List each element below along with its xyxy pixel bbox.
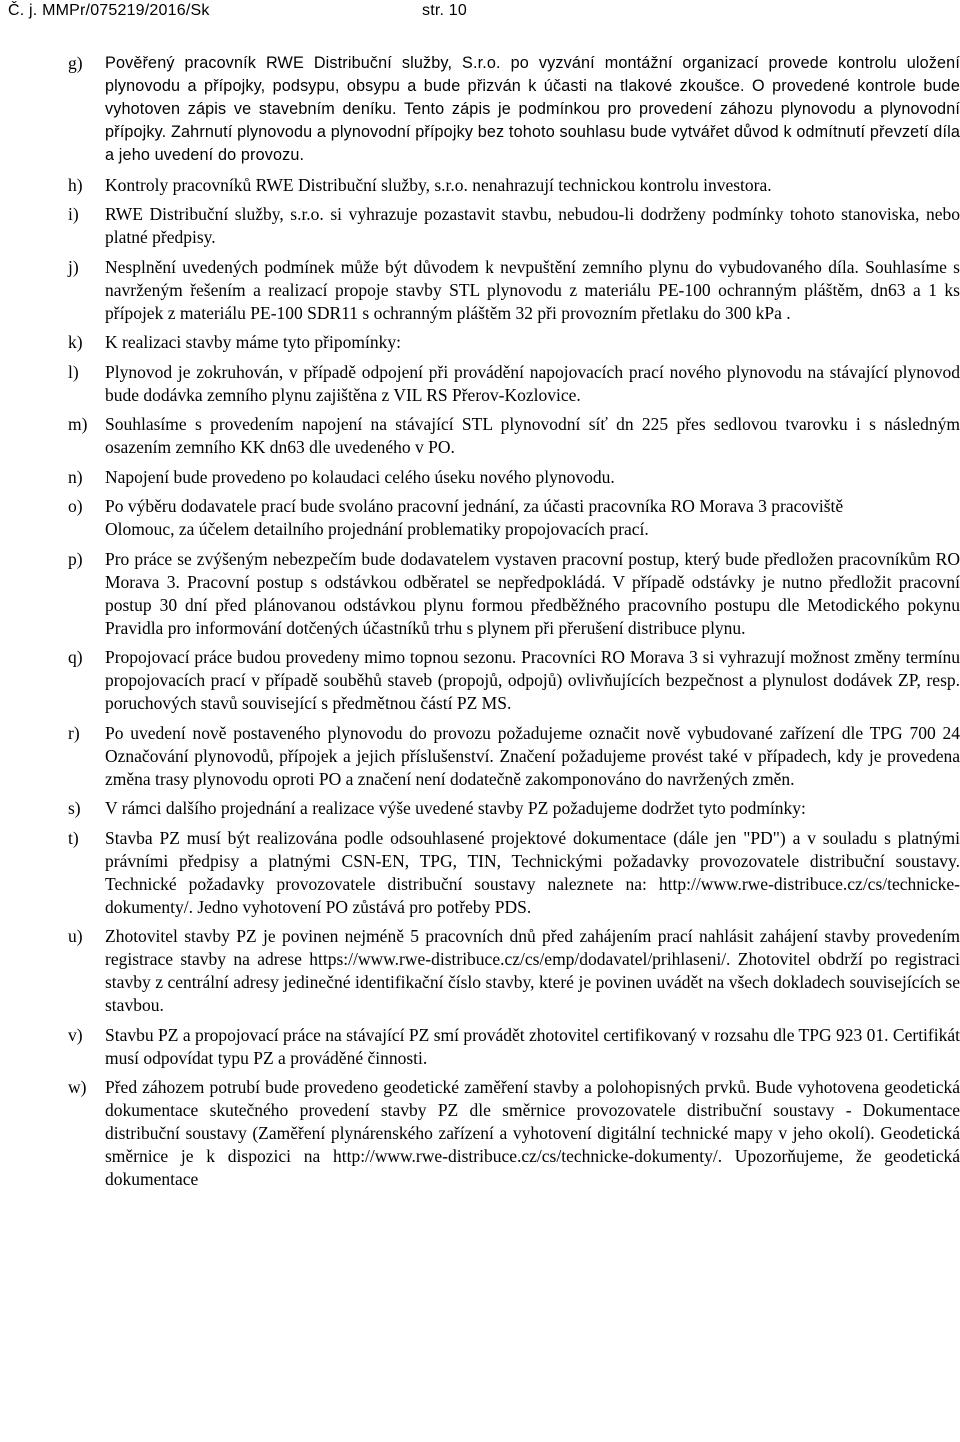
item-label: m) — [68, 414, 88, 434]
item-label: g) — [68, 53, 83, 73]
item-text: Stavbu PZ a propojovací práce na stávající PZ smí provádět zhotovitel certifikovaný v rozsahu dle TPG 923 01. Certifikát musí odpovídat typu PZ a prováděné činnosti. — [105, 1024, 960, 1068]
item-text: Propojovací práce budou provedeny mimo topnou sezonu. Pracovníci RO Morava 3 si vyhrazují možnost změny termínu propojovacích prací v případě souběhů staveb (propojů, odpojů) ovlivňujících bezpečnost a plynulost dodávek ZP, resp. poruchových stavů související s předmětnou částí PZ MS. — [105, 647, 960, 713]
list-item — [68, 174, 960, 197]
list-item — [68, 495, 960, 541]
item-text: Olomouc, za účelem detailního projednání problematiky propojovacích prací. — [105, 519, 649, 539]
item-text: Po uvedení nově postaveného plynovodu do provozu požadujeme označit nově vybudované zařízení dle TPG 700 24 Označování plynovodů, přípojek a jejich příslušenství. Značení požadujeme provést také v případech, kdy je provedena změna trasy plynovodu oproti PO a značení není dodatečně zakomponováno do navržených změn. — [105, 722, 960, 789]
item-label: o) — [68, 496, 83, 516]
list-item — [68, 413, 960, 459]
item-label: h) — [68, 174, 83, 195]
item-text: K realizaci stavby máme tyto připomínky: — [105, 332, 401, 352]
item-text: Napojení bude provedeno po kolaudaci celého úseku nového plynovodu. — [105, 466, 615, 487]
page-number: str. 10 — [422, 2, 467, 19]
list-item — [68, 361, 960, 407]
item-text: Pro práce se zvýšeným nebezpečím bude dodavatelem vystaven pracovní postup, který bude předložen pracovníkům RO Morava 3. Pracovní postup s odstávkou odběratel se nepředpokládá. V případě odstávky je nutno předložit pracovní postup 30 dní před plánovanou odstávkou plynu formou předběžného pracovního postupu dle Metodického pokynu Pravidla pro informování dotčených účastníků trhu s plynem při přerušení distribuce plynu. — [105, 548, 960, 638]
item-label: r) — [68, 722, 80, 743]
list-item — [68, 331, 960, 354]
item-text: Nesplnění uvedených podmínek může být důvodem k nevpuštění zemního plynu do vybudovaného díla. Souhlasíme s navrženým řešením a realizací propoje stavby STL plynovodu z materiálu PE-100 ochranným pláštěm, dn63 a 1 ks přípojek z materiálu PE-100 SDR11 s ochranným pláštěm 32 při provozním přetlaku do 300 kPa . — [105, 256, 960, 323]
item-label: q) — [68, 647, 83, 667]
item-label: i) — [68, 204, 79, 224]
item-label: l) — [68, 361, 79, 382]
item-label: u) — [68, 926, 83, 946]
list-item — [68, 925, 960, 1017]
list-item — [68, 722, 960, 791]
item-text: Kontroly pracovníků RWE Distribuční služby, s.r.o. nenahrazují technickou kontrolu investora. — [105, 174, 772, 195]
item-text: Pověřený pracovník RWE Distribuční služby, S.r.o. po vyzvání montážní organizací provede kontrolu uložení plynovodu a přípojky, podsypu, obsypu a bude přizván k účasti na tlakové zkoušce. O provedené kontrole bude vyhotoven zápis ve stavebním deníku. Tento zápis je podmínkou pro provedení záhozu plynovodu a plynovodní přípojky. Zahrnutí plynovodu a plynovodní přípojky bez tohoto souhlasu bude vytvářet důvod k odmítnutí převzetí díla a jeho uvedení do provozu. — [105, 54, 960, 164]
item-text: Plynovod je zokruhován, v případě odpojení při provádění napojovacích prací nového plynovodu na stávající plynovod bude dodávka zemního plynu zajištěna z VIL RS Přerov-Kozlovice. — [105, 361, 960, 405]
page-header — [8, 2, 467, 24]
item-text: Stavba PZ musí být realizována podle odsouhlasené projektové dokumentace (dále jen "PD") a v souladu s platnými právními předpisy a platnými CSN-EN, TPG, TIN, Technickými požadavky provozovatele distribuční soustavy. Technické požadavky provozovatele distribuční soustavy naleznete na: http://www.rwe-distribuce.cz/cs/technicke-dokumenty/. Jedno vyhotovení PO zůstává pro potřeby PDS. — [105, 827, 960, 917]
item-label: j) — [68, 256, 79, 277]
item-text: V rámci dalšího projednání a realizace výše uvedené stavby PZ požadujeme dodržet tyto podmínky: — [105, 798, 806, 818]
item-label: t) — [68, 827, 79, 848]
list-item — [68, 797, 960, 820]
item-label: n) — [68, 466, 83, 487]
list-item — [68, 203, 960, 249]
item-label: p) — [68, 548, 83, 569]
list-item — [68, 548, 960, 640]
list-item — [68, 827, 960, 919]
conditions-list — [68, 52, 960, 1198]
item-label: w) — [68, 1077, 87, 1097]
item-text: RWE Distribuční služby, s.r.o. si vyhrazuje pozastavit stavbu, nebudou-li dodrženy podmínky tohoto stanoviska, nebo platné předpisy. — [105, 204, 960, 247]
list-item — [68, 466, 960, 489]
item-text: Souhlasíme s provedením napojení na stávající STL plynovodní síť dn 225 přes sedlovou tvarovku i s následným osazením zemního KK dn63 dle uvedeného v PO. — [105, 414, 960, 457]
item-label: v) — [68, 1024, 83, 1045]
list-item — [68, 1076, 960, 1191]
list-item — [68, 1024, 960, 1070]
item-text: Zhotovitel stavby PZ je povinen nejméně 5 pracovních dnů před zahájením prací nahlásit zahájení stavby provedením registrace stavby na adrese https://www.rwe-distribuce.cz/cs/emp/dodavatel/prihlaseni/. Zhotovitel obdrží po registraci stavby z centrální adresy jedinečné identifikační číslo stavby, které je povinen uvádět na všech dokladech souvisejících se stavbou. — [105, 926, 960, 1015]
item-label: k) — [68, 332, 83, 352]
list-item — [68, 256, 960, 325]
item-text: Po výběru dodavatele prací bude svoláno pracovní jednání, za účasti pracovníka RO Morava 3 pracoviště — [105, 496, 844, 516]
list-item — [68, 52, 960, 167]
item-label: s) — [68, 798, 81, 818]
list-item — [68, 646, 960, 715]
item-text: Před záhozem potrubí bude provedeno geodetické zaměření stavby a polohopisných prvků. Bude vyhotovena geodetická dokumentace skutečného provedení stavby PZ dle směrnice provozovatele distribuční soustavy - Dokumentace distribuční soustavy (Zaměření plynárenského zařízení a vyhotovení digitální technické mapy v jeho okolí). Geodetická směrnice je k dispozici na http://www.rwe-distribuce.cz/cs/technicke-dokumenty/. Upozorňujeme, že geodetická dokumentace — [105, 1077, 960, 1189]
document-reference: Č. j. MMPr/075219/2016/Sk — [8, 2, 210, 19]
